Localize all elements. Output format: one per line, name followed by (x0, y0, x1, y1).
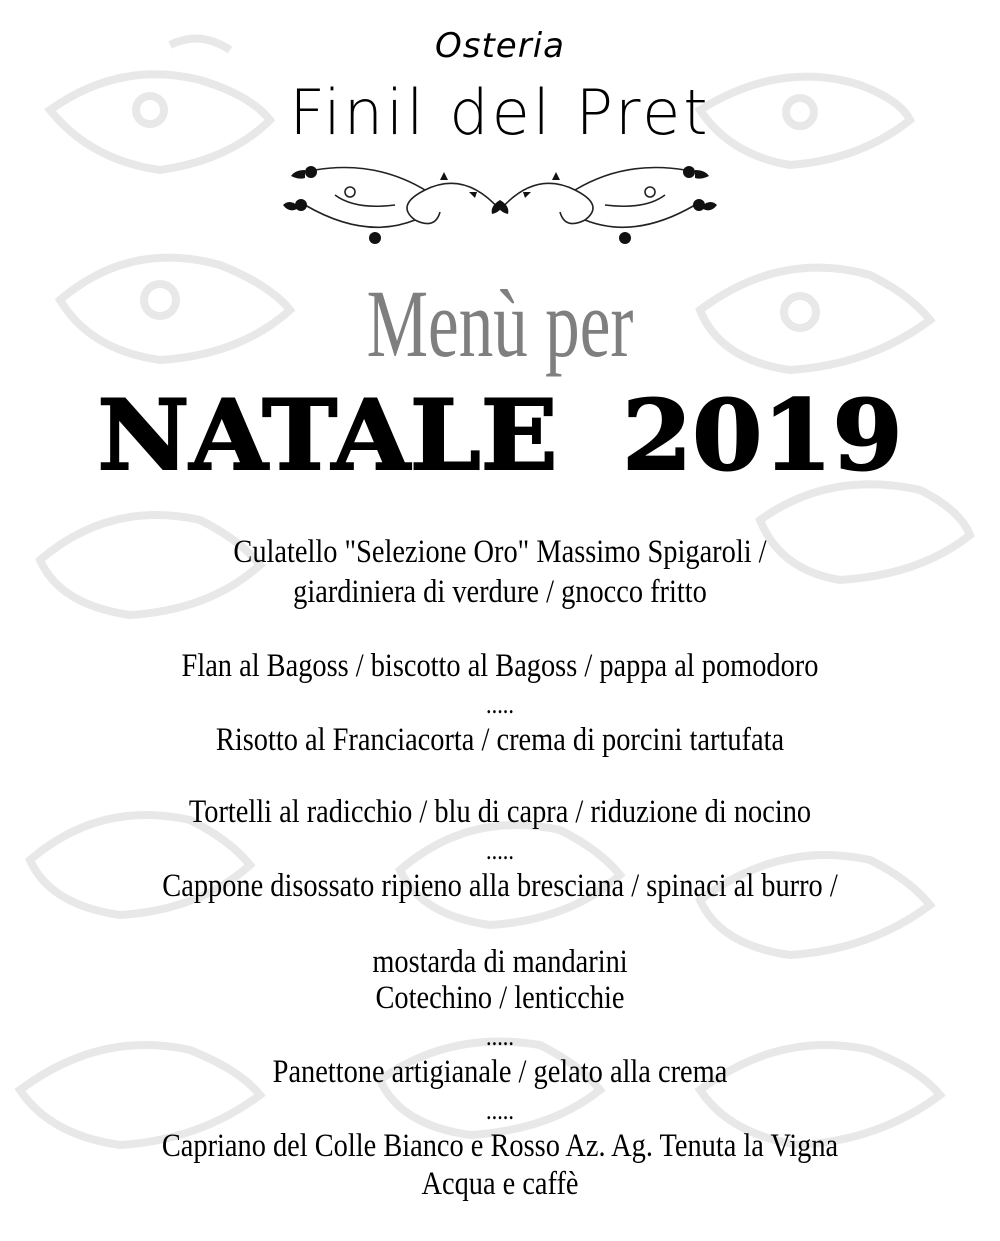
course-separator: ..... (486, 836, 514, 865)
course-separator: ..... (486, 1022, 514, 1051)
title-line-1: Menù per (366, 270, 634, 377)
menu-line: Tortelli al radicchio / blu di capra / riduzione di nocino (188, 794, 812, 830)
menu-line: Capriano del Colle Bianco e Rosso Az. Ag. Tenuta la Vigna (161, 1128, 839, 1164)
menu-line: Panettone artigianale / gelato alla crema (272, 1054, 728, 1090)
menu-line: giardiniera di verdure / gnocco fritto (293, 574, 707, 610)
menu-line: Cotechino / lenticchie (375, 980, 625, 1016)
menu-line: Flan al Bagoss / biscotto al Bagoss / pappa al pomodoro (181, 648, 819, 684)
course-separator: ..... (486, 690, 514, 719)
restaurant-name: Finil del Pret (289, 76, 711, 149)
floral-ornament-icon (275, 150, 725, 250)
menu-line: Culatello "Selezione Oro" Massimo Spigaroli / (233, 534, 767, 570)
restaurant-kicker: Osteria (435, 26, 565, 66)
title-line-2: NATALE 2019 (97, 379, 903, 492)
course-separator: ..... (486, 1096, 514, 1125)
menu-line: Acqua e caffè (421, 1166, 579, 1202)
menu-line: mostarda di mandarini (372, 944, 628, 980)
menu-line: Risotto al Franciacorta / crema di porcini tartufata (215, 722, 785, 758)
menu-line: Cappone disossato ripieno alla bresciana / spinaci al burro / (162, 868, 838, 904)
